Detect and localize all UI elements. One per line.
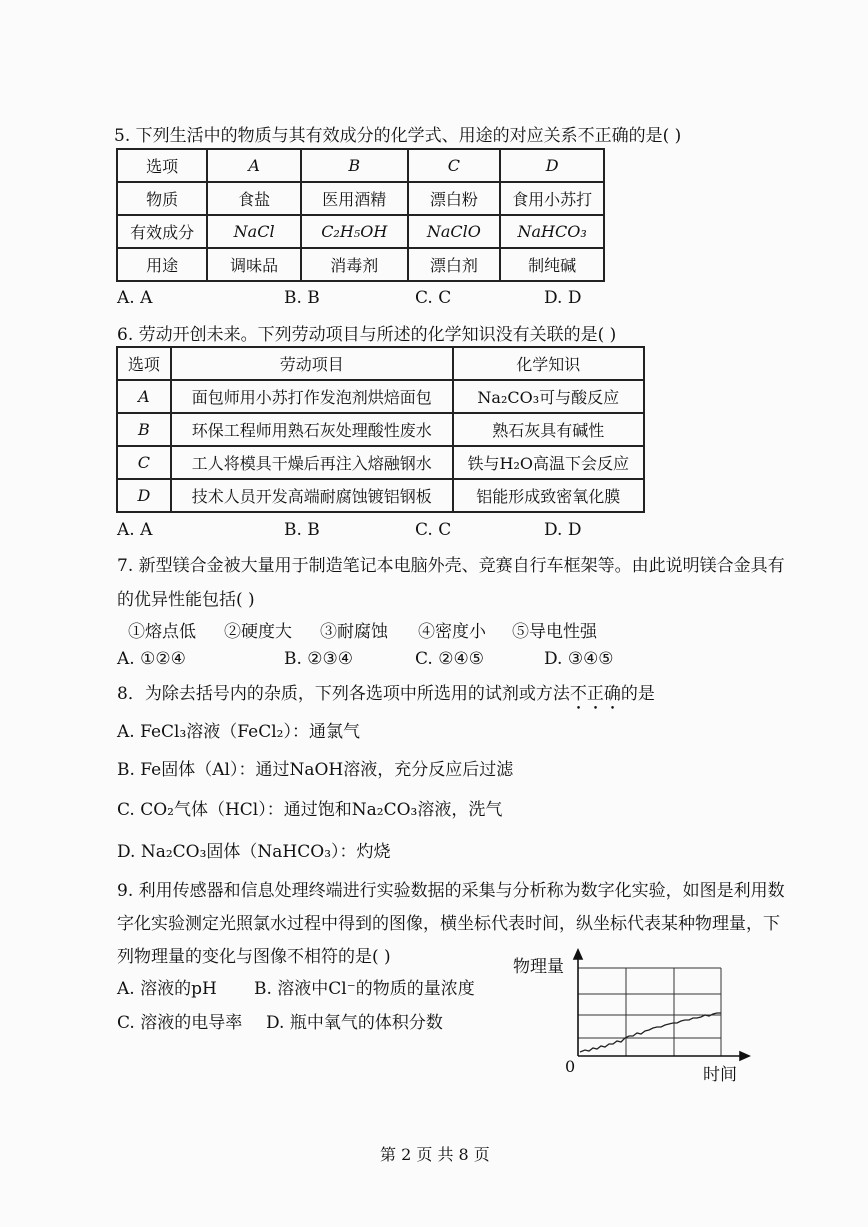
- q5-table-cell: 选项: [117, 149, 207, 182]
- q7-property-2: ②硬度大: [224, 622, 292, 642]
- q5-table-cell: NaClO: [408, 215, 501, 248]
- q7-option-a[interactable]: A. ①②④: [117, 649, 186, 669]
- q5-table-cell: 漂白粉: [408, 182, 501, 215]
- q6-table-row: [117, 479, 644, 512]
- q5-table-cell: 食用小苏打: [500, 182, 604, 215]
- q7-properties: [128, 617, 597, 642]
- q5-table-cell: 医用酒精: [301, 182, 408, 215]
- q5-table-row: [117, 215, 604, 248]
- q6-table-header-cell: 选项: [117, 347, 171, 380]
- q9-graph-curve: [580, 1013, 721, 1052]
- q5-table-cell: 制纯碱: [500, 248, 604, 281]
- q6-table-header: [117, 347, 644, 380]
- q5-table-cell: 食盐: [207, 182, 301, 215]
- q6-table-row: [117, 446, 644, 479]
- q8-stem-emphasis: 不正确: [569, 684, 621, 704]
- q6-table-cell: 铝能形成致密氧化膜: [453, 479, 644, 512]
- q7-option-b[interactable]: B. ②③④: [284, 649, 354, 669]
- q6-table-row: [117, 413, 644, 446]
- q9-graph: [505, 948, 765, 1088]
- q6-table-header-cell: 劳动项目: [171, 347, 453, 380]
- q5-table-row: [117, 248, 604, 281]
- q5-table-cell: C₂H₅OH: [301, 215, 408, 248]
- q5-table-cell: 物质: [117, 182, 207, 215]
- q9-stem-line3: 列物理量的变化与图像不相符的是( ): [117, 947, 391, 967]
- q6-table-cell: Na₂CO₃可与酸反应: [453, 380, 644, 413]
- q6-option-a[interactable]: A. A: [117, 520, 153, 540]
- q7-property-1: ①熔点低: [128, 622, 196, 642]
- q7-property-4: ④密度小: [418, 622, 486, 642]
- q6-table-cell: 工人将模具干燥后再注入熔融钢水: [171, 446, 453, 479]
- q5-options: [117, 288, 581, 308]
- q6-table-cell: C: [117, 446, 171, 479]
- q9-stem-line2: 字化实验测定光照氯水过程中得到的图像，横坐标代表时间，纵坐标代表某种物理量，下: [117, 914, 780, 934]
- q5-table-cell: 调味品: [207, 248, 301, 281]
- q5-table-row: [117, 149, 604, 182]
- q6-table-header-cell: 化学知识: [453, 347, 644, 380]
- q9-graph-origin: 0: [565, 1057, 576, 1076]
- q6-table-row: [117, 380, 644, 413]
- q5-table-cell: B: [301, 149, 408, 182]
- q8-stem-end: 的是: [620, 684, 655, 704]
- q9-graph-axes: [574, 950, 749, 1060]
- q8-stem: [117, 679, 655, 714]
- q5-table-cell: D: [500, 149, 604, 182]
- q5-table-cell: 消毒剂: [301, 248, 408, 281]
- q6-option-c[interactable]: C. C: [415, 520, 452, 540]
- q9-option-c[interactable]: C. 溶液的电导率: [117, 1013, 243, 1033]
- q7-options: [117, 649, 614, 669]
- q5-option-d[interactable]: D. D: [544, 288, 582, 308]
- q6-table-cell: A: [117, 380, 171, 413]
- q9-graph-y-label: 物理量: [513, 957, 564, 977]
- q5-table-cell: NaCl: [207, 215, 301, 248]
- q9-graph-x-label: 时间: [703, 1065, 737, 1085]
- q6-table-cell: 熟石灰具有碱性: [453, 413, 644, 446]
- q5-table: [116, 148, 605, 282]
- q6-options: [117, 520, 581, 540]
- q7-stem-line1: 7. 新型镁合金被大量用于制造笔记本电脑外壳、竞赛自行车框架等。由此说明镁合金具有: [117, 556, 785, 576]
- q6-stem: 6. 劳动开创未来。下列劳动项目与所述的化学知识没有关联的是( ): [117, 325, 617, 345]
- q6-option-b[interactable]: B. B: [284, 520, 320, 540]
- q9-stem-line1: 9. 利用传感器和信息处理终端进行实验数据的采集与分析称为数字化实验，如图是利用数: [117, 881, 785, 901]
- q7-option-c[interactable]: C. ②④⑤: [415, 649, 484, 669]
- q5-option-b[interactable]: B. B: [284, 288, 320, 308]
- q6-table-cell: D: [117, 479, 171, 512]
- q9-graph-grid: [578, 968, 721, 1056]
- q5-table-row: [117, 182, 604, 215]
- q5-table-cell: 用途: [117, 248, 207, 281]
- q5-table-cell: 有效成分: [117, 215, 207, 248]
- q6-option-d[interactable]: D. D: [544, 520, 582, 540]
- q6-table: [116, 346, 645, 513]
- q5-table-cell: C: [408, 149, 501, 182]
- q6-table-cell: 环保工程师用熟石灰处理酸性废水: [171, 413, 453, 446]
- q8-option-a[interactable]: A. FeCl₃溶液（FeCl₂）：通氯气: [117, 722, 360, 742]
- q5-table-cell: 漂白剂: [408, 248, 501, 281]
- q5-option-a[interactable]: A. A: [117, 288, 153, 308]
- q7-stem-line2: 的优异性能包括( ): [117, 590, 255, 610]
- q6-table-cell: B: [117, 413, 171, 446]
- q6-table-cell: 面包师用小苏打作发泡剂烘焙面包: [171, 380, 453, 413]
- q8-stem-text: 8．为除去括号内的杂质，下列各选项中所选用的试剂或方法: [117, 684, 570, 704]
- q5-table-cell: A: [207, 149, 301, 182]
- q7-option-d[interactable]: D. ③④⑤: [544, 649, 614, 669]
- q5-stem: 5. 下列生活中的物质与其有效成分的化学式、用途的对应关系不正确的是( ): [114, 126, 682, 146]
- q7-property-3: ③耐腐蚀: [320, 622, 388, 642]
- q9-option-a[interactable]: A. 溶液的pH: [117, 979, 217, 999]
- q9-option-b[interactable]: B. 溶液中Cl⁻的物质的量浓度: [254, 979, 475, 999]
- q8-option-c[interactable]: C. CO₂气体（HCl）：通过饱和Na₂CO₃溶液，洗气: [117, 800, 503, 820]
- q9-option-d[interactable]: D. 瓶中氧气的体积分数: [266, 1013, 443, 1033]
- q7-property-5: ⑤导电性强: [512, 622, 597, 642]
- q8-option-d[interactable]: D. Na₂CO₃固体（NaHCO₃）：灼烧: [117, 842, 391, 862]
- q8-option-b[interactable]: B. Fe固体（Al）：通过NaOH溶液，充分反应后过滤: [117, 760, 514, 780]
- q6-table-cell: 技术人员开发高端耐腐蚀镀铝钢板: [171, 479, 453, 512]
- q5-option-c[interactable]: C. C: [415, 288, 452, 308]
- page-footer: 第 2 页 共 8 页: [380, 1145, 490, 1164]
- q6-table-cell: 铁与H₂O高温下会反应: [453, 446, 644, 479]
- q5-table-cell: NaHCO₃: [500, 215, 604, 248]
